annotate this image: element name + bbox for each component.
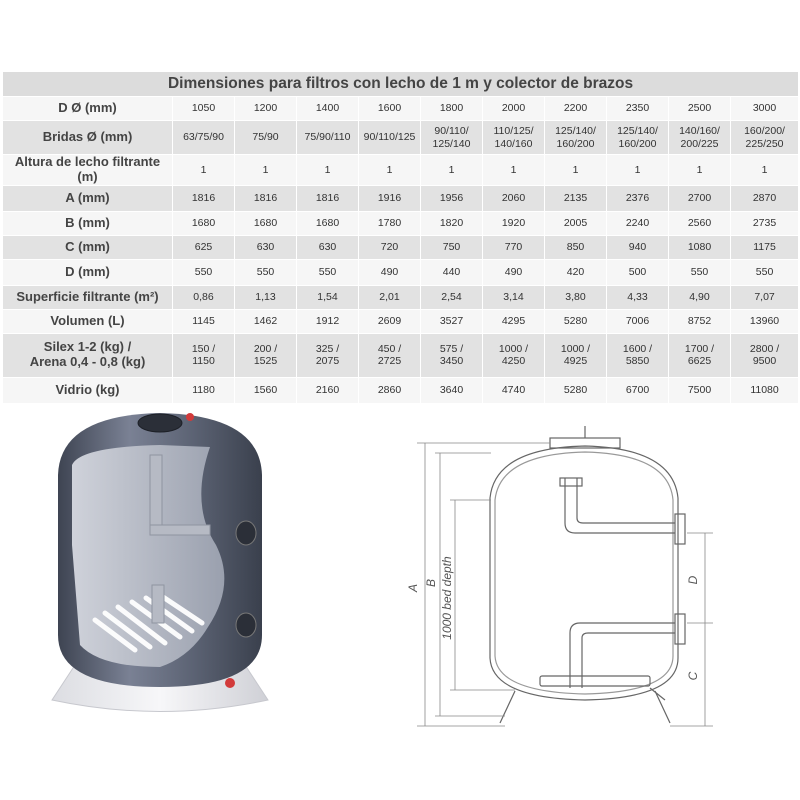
table-cell [545,155,607,186]
table-cell [297,309,359,333]
table-cell [235,333,297,377]
cell-line: 3527 [439,315,464,328]
cell-line: 1080 [687,241,712,254]
cell-line: 2609 [377,315,402,328]
cell-line: 6700 [625,384,650,397]
table-cell [359,259,421,285]
table-row [3,97,799,121]
dim-label-b: B [424,578,438,588]
table-cell [731,285,799,309]
table-cell [483,155,545,186]
table-row [3,285,799,309]
table-cell [359,377,421,403]
table-cell [421,259,483,285]
table-cell [297,285,359,309]
cell-line: 75/90 [252,131,279,144]
cell-line: 125/140/ [555,125,596,138]
table-cell [421,155,483,186]
table-cell [545,333,607,377]
table-cell [359,333,421,377]
cell-line: 1780 [377,217,402,230]
table-row [3,235,799,259]
cell-line: 1 [696,163,703,176]
table-row [3,333,799,377]
cell-line: 2135 [563,192,588,205]
table-cell [483,285,545,309]
cell-line: 4,33 [627,291,648,304]
cell-line: 2735 [752,217,777,230]
table-cell [297,155,359,186]
cell-line: 1800 [439,102,464,115]
table-cell [731,259,799,285]
table-body [3,97,799,404]
cell-line: 3000 [752,102,777,115]
row-label [3,97,173,121]
dimensions-table [2,71,799,404]
table-cell [545,185,607,211]
cell-line: 1000 / [560,343,591,356]
row-label [3,333,173,377]
cell-line: 160/200 [556,137,595,150]
cell-line: 150 / [191,343,216,356]
table-cell [483,377,545,403]
cell-line: 1180 [192,384,215,397]
cell-line: 450 / [377,343,402,356]
table-cell [483,333,545,377]
row-label [3,259,173,285]
cell-line: 1816 [315,192,340,205]
row-label-line: C (mm) [65,238,110,254]
row-label-line: Vidrio (kg) [55,381,120,397]
dim-label-bed-depth: 1000 bed depth [440,556,454,640]
cell-line: 1 [386,163,393,176]
cell-line: 490 [380,266,399,279]
cell-line: 160/200 [618,137,657,150]
table-cell [421,211,483,235]
table-cell [545,377,607,403]
row-label-line: Arena 0,4 - 0,8 (kg) [29,354,146,370]
table-cell [173,185,235,211]
table-cell [359,97,421,121]
table-cell [173,235,235,259]
table-cell [669,121,731,155]
cell-line: 3,80 [565,291,586,304]
cell-line: 550 [755,266,774,279]
cell-line: 550 [318,266,337,279]
table-cell [607,259,669,285]
cell-line: 1400 [315,102,340,115]
cell-line: 200 / [253,343,278,356]
table-cell [669,309,731,333]
table-cell [545,235,607,259]
table-cell [235,97,297,121]
table-cell [607,377,669,403]
table-cell [731,121,799,155]
table-cell [421,185,483,211]
cell-line: 630 [256,241,275,254]
table-cell [235,309,297,333]
row-label [3,121,173,155]
table-cell [235,259,297,285]
cell-line: 1 [510,163,517,176]
cell-line: 2800 / [749,343,780,356]
table-cell [607,155,669,186]
table-cell [359,235,421,259]
cell-line: 125/140 [432,137,471,150]
cell-line: 440 [442,266,461,279]
cell-line: 850 [566,241,585,254]
cell-line: 1 [634,163,641,176]
table-row [3,121,799,155]
table-row [3,155,799,186]
cell-line: 2240 [625,217,650,230]
table-cell [731,309,799,333]
cell-line: 8752 [687,315,712,328]
cell-line: 2075 [315,355,340,368]
cell-line: 550 [256,266,275,279]
row-label-line: A (mm) [65,189,110,205]
cell-line: 1 [324,163,331,176]
cell-line: 2160 [315,384,340,397]
cell-line: 1 [448,163,455,176]
cell-line: 420 [566,266,585,279]
cell-line: 1200 [253,102,278,115]
technical-drawing [395,408,735,748]
table-cell [235,211,297,235]
table-cell [421,333,483,377]
table-cell [359,211,421,235]
table-cell [173,309,235,333]
cell-line: 2870 [752,192,777,205]
row-label-line: (m) [77,168,98,184]
cell-line: 2200 [563,102,588,115]
cell-line: 2500 [687,102,712,115]
cell-line: 1956 [439,192,464,205]
cell-line: 625 [194,241,213,254]
cell-line: 6625 [687,355,712,368]
cell-line: 500 [628,266,647,279]
row-label-line: B (mm) [65,214,110,230]
filter-tank-illustration [40,395,280,725]
table-cell [297,235,359,259]
air-valve-icon [186,413,194,421]
table-cell [173,333,235,377]
cell-line: 225/250 [745,137,784,150]
table-row [3,259,799,285]
cell-line: 720 [380,241,399,254]
cell-line: 4,90 [689,291,710,304]
tank-cutaway [72,445,224,667]
row-label [3,285,173,309]
table-title: Dimensiones para filtros con lecho de 1 m y colector de brazos [3,72,799,97]
table-cell [235,185,297,211]
cell-line: 5280 [563,315,588,328]
table-cell [421,377,483,403]
cell-line: 7006 [625,315,650,328]
table-cell [483,235,545,259]
table-cell [359,185,421,211]
cell-line: 110/125/ [493,125,534,138]
cell-line: 750 [442,241,461,254]
cell-line: 5850 [625,355,650,368]
table-cell [669,259,731,285]
table-cell [607,121,669,155]
table-cell [359,285,421,309]
cell-line: 2060 [501,192,526,205]
cell-line: 140/160/ [679,125,720,138]
table-cell [173,259,235,285]
cell-line: 3450 [439,355,464,368]
table-cell [545,97,607,121]
dim-label-d: D [686,575,700,585]
cell-line: 4925 [563,355,588,368]
cell-line: 2,54 [441,291,462,304]
cell-line: 4740 [501,384,526,397]
cell-line: 90/110/125 [363,131,416,144]
cell-line: 1680 [315,217,340,230]
vessel-outline [490,446,678,700]
cell-line: 125/140/ [617,125,658,138]
row-label-line: Volumen (L) [50,312,125,328]
drain-valve-icon [225,678,235,688]
cell-line: 1560 [253,384,278,397]
cell-line: 1600 / [622,343,653,356]
cell-line: 550 [690,266,709,279]
table-cell [235,285,297,309]
table-cell [421,309,483,333]
cell-line: 1 [572,163,579,176]
table-cell [545,285,607,309]
table-cell [731,97,799,121]
cell-line: 4295 [501,315,526,328]
table-cell [607,285,669,309]
manhole-icon [138,414,182,432]
table-cell [483,259,545,285]
table-cell [483,185,545,211]
table-cell [731,333,799,377]
table-cell [607,309,669,333]
table-cell [545,259,607,285]
table-cell [297,377,359,403]
table-cell [483,309,545,333]
cell-line: 2,01 [379,291,400,304]
table-cell [607,211,669,235]
table-cell [545,309,607,333]
row-label [3,211,173,235]
table-cell [297,185,359,211]
table-cell [173,211,235,235]
table-cell [669,333,731,377]
cell-line: 490 [504,266,523,279]
cell-line: 140/160 [494,137,533,150]
cell-line: 1600 [377,102,402,115]
row-label-line: Silex 1-2 (kg) / [43,339,132,355]
cell-line: 325 / [315,343,340,356]
cell-line: 1525 [253,355,278,368]
cell-line: 1680 [253,217,278,230]
cell-line: 7,07 [754,291,775,304]
cell-line: 575 / [439,343,464,356]
table-cell [297,333,359,377]
table-cell [545,121,607,155]
cell-line: 1000 / [498,343,529,356]
cell-line: 2860 [377,384,402,397]
table-cell [669,235,731,259]
table-cell [297,97,359,121]
table-cell [607,333,669,377]
cell-line: 13960 [749,315,780,328]
table-cell [235,121,297,155]
table-cell [483,211,545,235]
cell-line: 1050 [191,102,216,115]
table-cell [483,121,545,155]
cell-line: 1,54 [317,291,338,304]
table-cell [297,259,359,285]
row-label [3,155,173,186]
cell-line: 2376 [625,192,650,205]
cell-line: 1816 [253,192,278,205]
cell-line: 1 [200,163,207,176]
cell-line: 550 [194,266,213,279]
table-cell [359,121,421,155]
cell-line: 3,14 [503,291,524,304]
cell-line: 2560 [687,217,712,230]
cell-line: 630 [318,241,337,254]
table-cell [607,97,669,121]
table-cell [669,377,731,403]
table-cell [731,211,799,235]
table-cell [669,285,731,309]
table-cell [173,155,235,186]
cell-line: 1 [761,163,768,176]
table-cell [173,97,235,121]
cell-line: 4250 [501,355,526,368]
table-cell [731,235,799,259]
cell-line: 9500 [752,355,777,368]
table-cell [483,97,545,121]
row-label-line: Superficie filtrante (m²) [16,288,159,304]
cell-line: 1150 [192,355,215,368]
cell-line: 90/110/ [434,125,469,138]
cell-line: 0,86 [193,291,214,304]
table-row [3,185,799,211]
table-cell [421,97,483,121]
table-cell [235,235,297,259]
table-cell [421,285,483,309]
cell-line: 1920 [501,217,526,230]
table-cell [669,97,731,121]
cell-line: 940 [628,241,647,254]
cell-line: 63/75/90 [183,131,224,144]
cell-line: 11080 [750,384,779,397]
cell-line: 5280 [563,384,588,397]
row-label [3,309,173,333]
cell-line: 1820 [439,217,464,230]
row-label [3,235,173,259]
table-row [3,309,799,333]
row-label-line: D (mm) [65,263,110,279]
table-cell [235,155,297,186]
table-cell [669,185,731,211]
table-cell [731,185,799,211]
table-cell [731,377,799,403]
table-cell [669,211,731,235]
table-cell [545,211,607,235]
cell-line: 1700 / [684,343,715,356]
cell-line: 1 [262,163,269,176]
table-cell [421,235,483,259]
row-label-line: Altura de lecho filtrante [14,154,161,169]
cell-line: 1816 [191,192,216,205]
table-cell [669,155,731,186]
cell-line: 1680 [191,217,216,230]
cell-line: 1175 [753,241,776,254]
row-label-line: Bridas Ø (mm) [42,129,133,145]
cell-line: 2005 [563,217,588,230]
table-cell [173,121,235,155]
table-cell [731,155,799,186]
cell-line: 1912 [315,315,340,328]
table-cell [297,121,359,155]
cell-line: 2350 [625,102,650,115]
cell-line: 7500 [687,384,712,397]
row-label-line: D Ø (mm) [58,100,117,116]
cell-line: 1,13 [255,291,276,304]
table-cell [359,309,421,333]
cell-line: 770 [504,241,523,254]
table-cell [359,155,421,186]
table-cell [607,185,669,211]
table-cell [297,211,359,235]
dim-label-c: C [686,671,700,681]
row-label [3,185,173,211]
dim-label-a: A [406,583,420,593]
lower-nozzle-icon [236,613,256,637]
cell-line: 3640 [439,384,464,397]
cell-line: 160/200/ [744,125,785,138]
cell-line: 2700 [687,192,712,205]
cell-line: 2725 [377,355,402,368]
cell-line: 1145 [192,315,215,328]
cell-line: 75/90/110 [304,131,351,144]
table-row [3,211,799,235]
cell-line: 1916 [377,192,402,205]
cell-line: 200/225 [680,137,719,150]
table-cell [421,121,483,155]
upper-nozzle-icon [236,521,256,545]
table-cell [607,235,669,259]
cell-line: 2000 [501,102,526,115]
table-cell [173,285,235,309]
cell-line: 1462 [253,315,278,328]
